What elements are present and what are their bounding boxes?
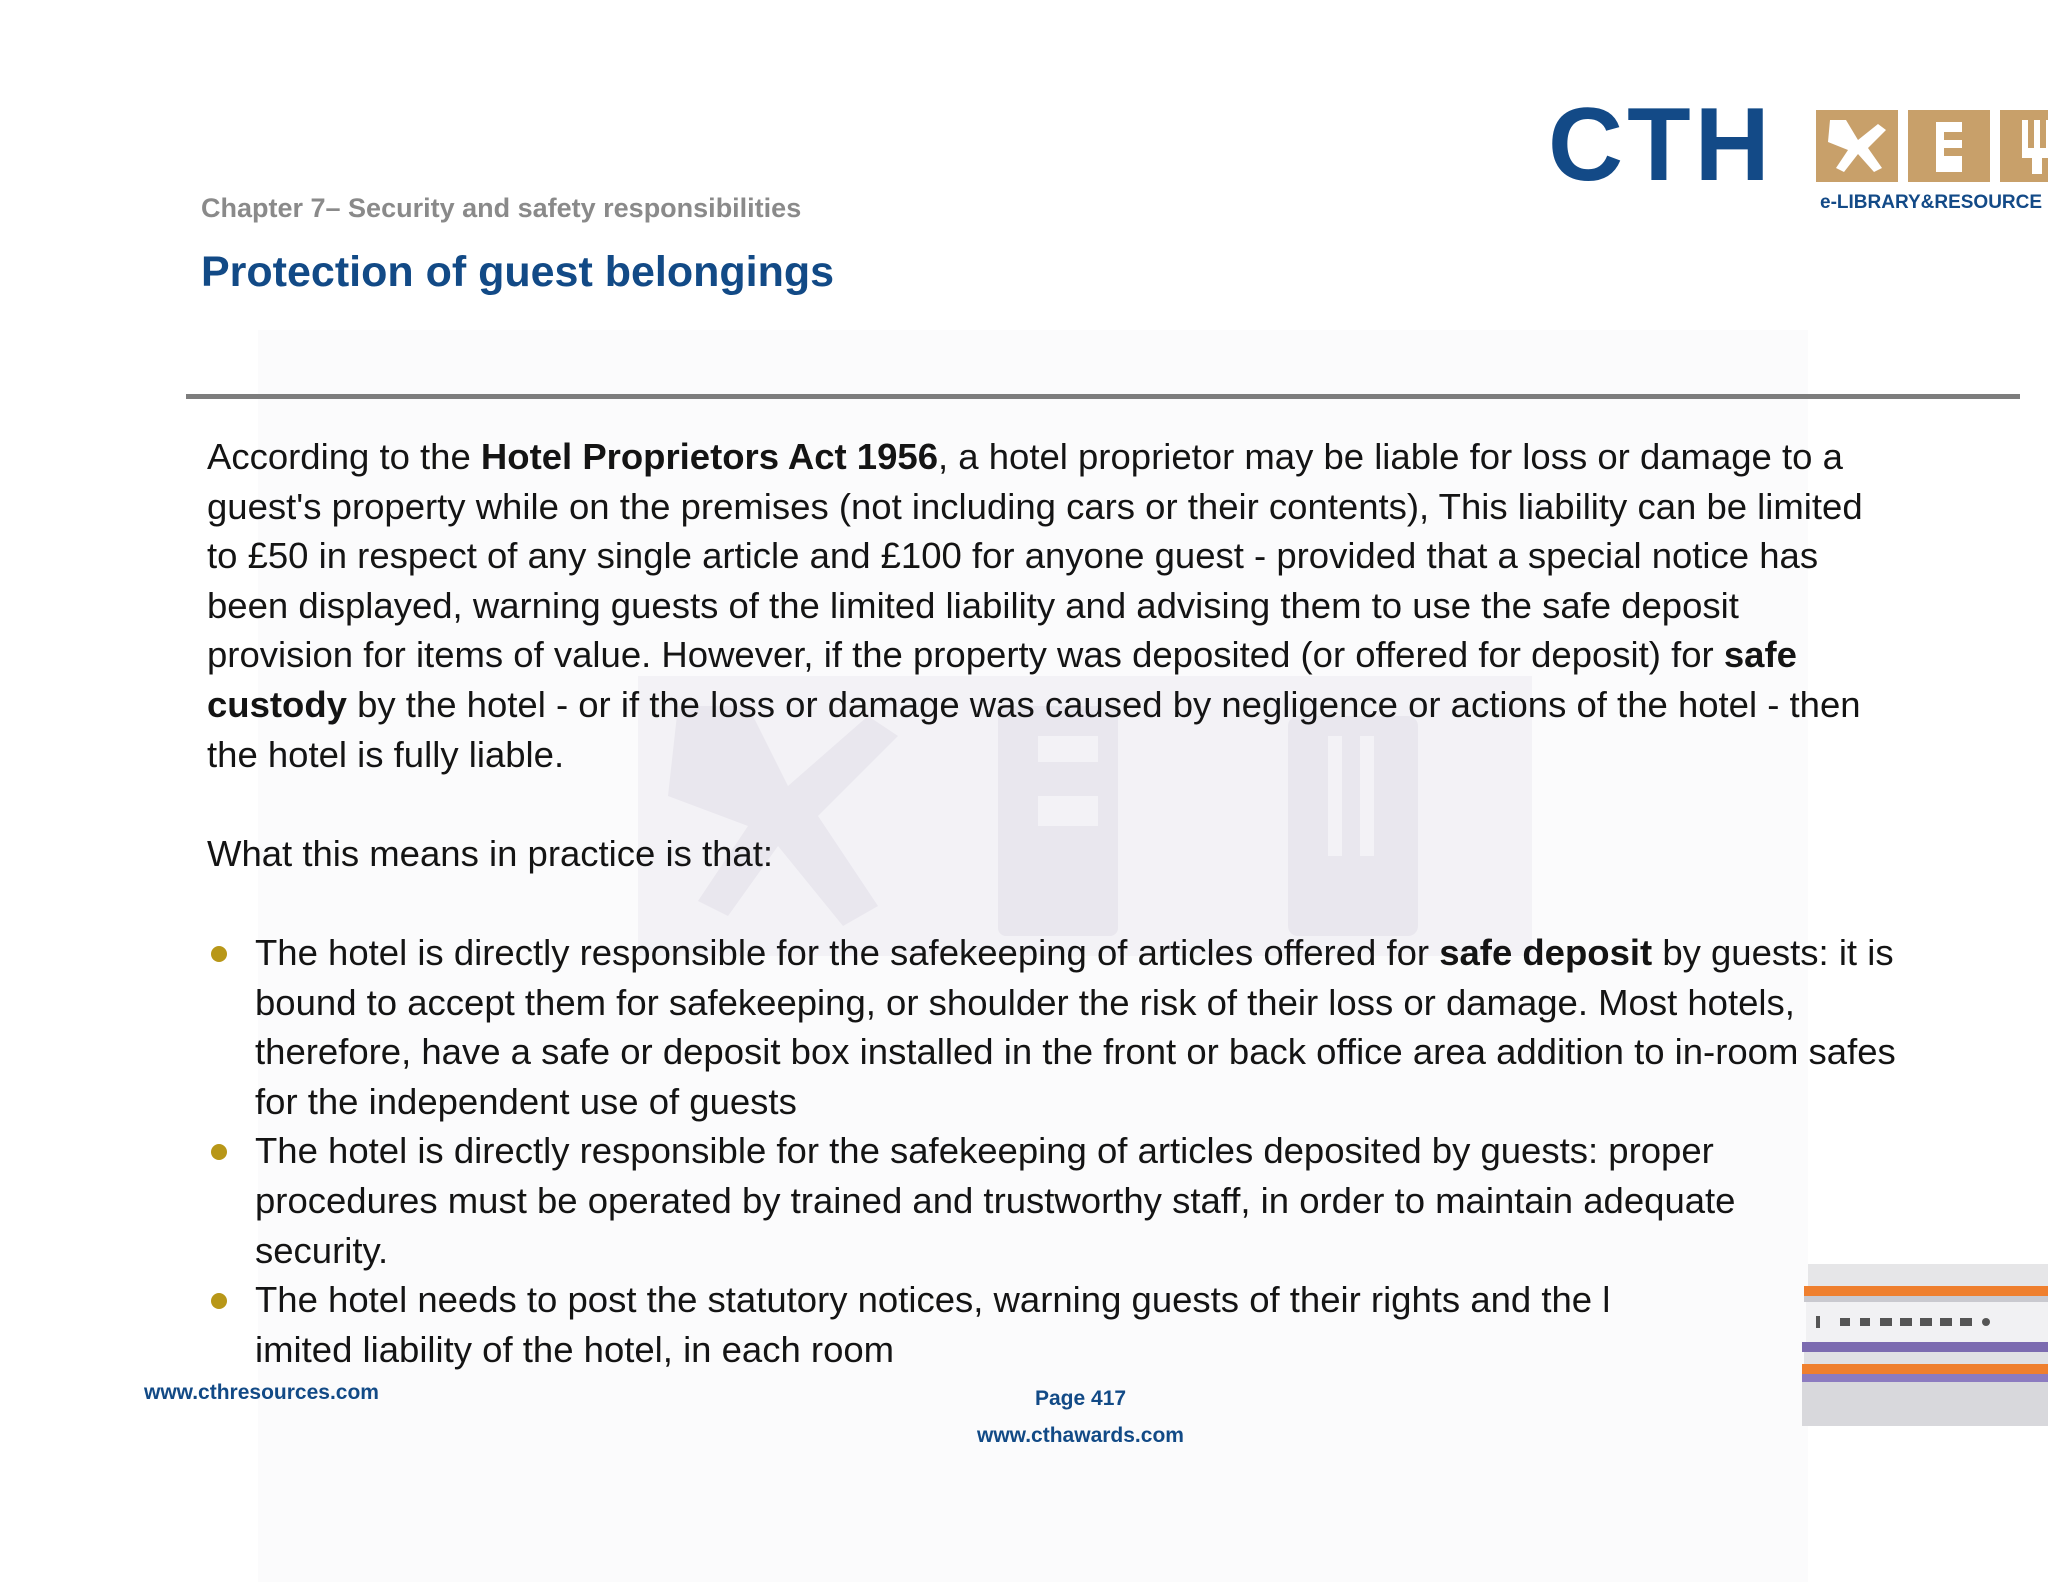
bullet-item [207, 1275, 1997, 1374]
text-run: security. [255, 1229, 389, 1271]
hotel-icon [1908, 110, 1990, 182]
text-run: The hotel needs to post the statutory notices, warning guests of their rights and the l [255, 1279, 1611, 1321]
text-run: therefore, have a safe or deposit box installed in the front or back office area addition to in-room safes [255, 1031, 1896, 1073]
bullet-dot-icon [211, 946, 227, 962]
footer-resources-link[interactable]: www.cthresources.com [144, 1381, 379, 1404]
header-divider [186, 394, 2020, 399]
fork-icon [2000, 110, 2048, 182]
paragraph-spacer [207, 878, 1997, 928]
bullet-item [207, 928, 1997, 1126]
text-run: , a hotel proprietor may be liable for loss or damage to a [938, 436, 1843, 477]
bullet-line [207, 928, 1997, 978]
bullet-line [207, 1275, 1997, 1325]
paragraph-line [207, 630, 1997, 680]
bold-term: custody [207, 683, 347, 725]
text-run: bound to accept them for safekeeping, or shoulder the risk of their loss or damage. Most hotels, [255, 981, 1795, 1023]
paragraph-line [207, 531, 1997, 581]
chapter-heading: Chapter 7– Security and safety responsibilities [201, 193, 802, 223]
text-run: by guests: it is [1652, 931, 1894, 973]
logo-tagline: e-LIBRARY&RESOURCE [1820, 192, 2043, 213]
footer-awards-link[interactable]: www.cthawards.com [977, 1424, 1184, 1447]
text-run: procedures must be operated by trained and trustworthy staff, in order to maintain adequate [255, 1179, 1736, 1221]
text-run: provision for items of value. However, if the property was deposited (or offered for deposit) for [207, 634, 1724, 676]
paragraph-line [207, 482, 1997, 532]
cth-logo [1548, 87, 2048, 220]
books-illustration [1800, 1260, 2048, 1430]
body-content [207, 432, 1997, 1374]
plane-icon [1816, 110, 1898, 182]
paragraph-practice-intro: What this means in practice is that: [207, 832, 773, 874]
text-run: been displayed, warning guests of the limited liability and advising them to use the safe deposit [207, 584, 1739, 626]
paragraph-line [207, 432, 1997, 482]
text-run: The hotel is directly responsible for the safekeeping of articles offered for [255, 931, 1440, 973]
text-run: According to the [207, 436, 481, 477]
text-run: guest's property while on the premises (not including cars or their contents), This liability can be limited [207, 485, 1863, 527]
paragraph-spacer [207, 779, 1997, 829]
paragraph-hotel-proprietors-act [207, 432, 1997, 779]
bullet-dot-icon [211, 1293, 227, 1309]
page-number: Page 417 [1035, 1387, 1127, 1410]
paragraph-line [207, 680, 1997, 730]
bullet-line [207, 978, 1997, 1028]
bullet-line [207, 1226, 1997, 1276]
bold-term: Hotel Proprietors Act 1956 [480, 436, 938, 477]
text-run: for the independent use of guests [255, 1080, 797, 1122]
paragraph-line [207, 581, 1997, 631]
bullet-line [207, 1027, 1997, 1077]
text-run: by the hotel - or if the loss or damage was caused by negligence or actions of the hotel - then [346, 683, 1861, 725]
page-title: Protection of guest belongings [201, 248, 835, 296]
paragraph-line [207, 730, 1997, 780]
text-run: imited liability of the hotel, in each room [255, 1328, 895, 1370]
bullet-line [207, 1077, 1997, 1127]
bullet-line [207, 1176, 1997, 1226]
text-run: The hotel is directly responsible for the safekeeping of articles deposited by guests: proper [255, 1130, 1714, 1172]
logo-text: CTH [1548, 87, 1774, 203]
bullet-line [207, 1126, 1997, 1176]
text-run: the hotel is fully liable. [207, 733, 565, 775]
bullet-list [207, 928, 1997, 1374]
bullet-line [207, 1325, 1997, 1375]
bullet-item [207, 1126, 1997, 1275]
bold-term: safe deposit [1439, 931, 1653, 973]
text-run: to £50 in respect of any single article and £100 for anyone guest - provided that a special notice has [207, 535, 1819, 577]
bold-term: safe [1723, 634, 1797, 676]
